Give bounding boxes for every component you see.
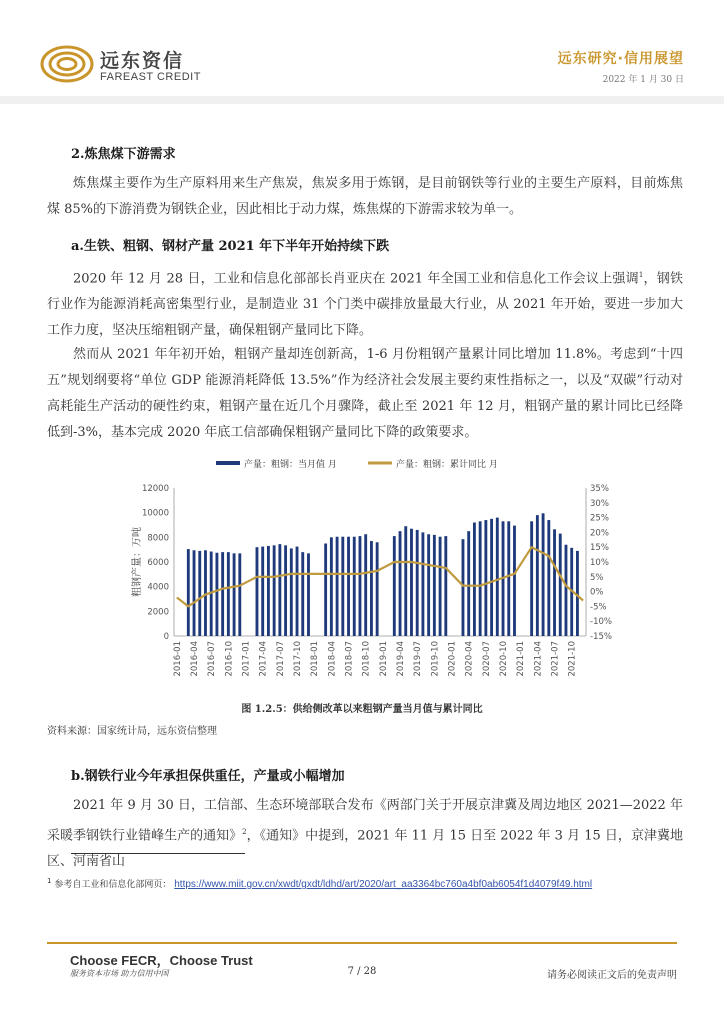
x-tick-label: 2019-10 xyxy=(430,641,441,677)
x-tick-label: 2021-07 xyxy=(550,641,561,677)
bar xyxy=(273,545,276,636)
y-tick-label: 6000 xyxy=(147,558,169,568)
x-tick-label: 2016-04 xyxy=(190,641,201,677)
footer-slogan: 服务资本市场 助力信用中国 xyxy=(70,969,169,978)
footnote-ref[interactable]: 1 xyxy=(638,271,644,279)
x-tick-label: 2016-10 xyxy=(224,641,235,677)
x-tick-label: 2017-07 xyxy=(275,641,286,677)
footer-divider xyxy=(47,942,677,944)
bar xyxy=(193,550,196,636)
bar xyxy=(513,526,516,636)
bar xyxy=(376,542,379,636)
bar xyxy=(399,531,402,636)
paragraph-text: 2020 年 12 月 28 日，工业和信息化部部长肖亚庆在 2021 年全国工业和信息化工作会议上强调 xyxy=(73,271,639,287)
y-tick-label: 4000 xyxy=(147,582,169,593)
footer-brand: Choose FECR，Choose Trust xyxy=(70,953,253,968)
bar xyxy=(341,537,344,636)
bar xyxy=(444,536,447,636)
bar xyxy=(484,520,487,636)
bar xyxy=(364,534,367,636)
body-paragraph xyxy=(47,793,683,875)
bar xyxy=(215,553,218,636)
x-tick-label: 2021-04 xyxy=(533,641,544,677)
x-tick-label: 2018-01 xyxy=(310,641,321,677)
bar xyxy=(267,546,270,636)
y2-tick-label: 0% xyxy=(590,587,604,598)
section-title: 2.炼焦煤下游需求 xyxy=(71,147,176,162)
bar xyxy=(467,531,470,636)
x-tick-label: 2019-01 xyxy=(378,641,389,677)
bar xyxy=(187,549,190,636)
bar xyxy=(256,547,259,636)
y2-tick-label: 5% xyxy=(590,572,604,583)
bar xyxy=(553,529,556,636)
bar xyxy=(290,548,293,636)
bar xyxy=(370,541,373,636)
bar xyxy=(296,547,299,636)
bar xyxy=(427,534,430,636)
legend-label: 产量：粗钢：累计同比 月 xyxy=(396,460,498,470)
legend-label: 产量：粗钢：当月值 月 xyxy=(244,460,337,470)
y2-tick-label: 35% xyxy=(590,484,609,494)
bar xyxy=(496,518,499,636)
bar xyxy=(261,547,264,636)
body-paragraph xyxy=(47,262,683,344)
paragraph-text: 2021 年 9 月 30 日，工信部、生态环境部联合发布《两部门关于开展京津冀及周边地区 2021—2022 年采暖季钢铁行业错峰生产的通知》 xyxy=(47,798,683,844)
figure-caption: 图 1.2.5：供给侧改革以来粗钢产量当月值与累计同比 xyxy=(241,704,483,715)
x-tick-label: 2020-07 xyxy=(481,641,492,677)
bar xyxy=(233,553,236,636)
bar xyxy=(301,552,304,636)
bar xyxy=(347,537,350,636)
bar xyxy=(416,530,419,636)
y2-tick-label: -10% xyxy=(590,617,612,628)
bar xyxy=(284,545,287,636)
footnote-link[interactable]: https://www.miit.gov.cn/xwdt/gxdt/ldhd/art/2020/art_aa3364bc760a4bf0ab6054f1d4079f49.html xyxy=(174,879,593,890)
footer-disclaimer: 请务必阅读正文后的免责声明 xyxy=(547,970,677,981)
x-tick-label: 2021-01 xyxy=(516,641,527,677)
x-tick-label: 2021-10 xyxy=(567,641,578,677)
bar xyxy=(238,553,241,636)
fareast-logo-icon xyxy=(40,44,94,84)
bar xyxy=(490,519,493,636)
footnote xyxy=(47,877,592,890)
bar xyxy=(462,539,465,636)
footnote-divider xyxy=(71,853,245,854)
bar xyxy=(565,545,568,636)
bar xyxy=(439,537,442,636)
y-tick-label: 8000 xyxy=(147,533,169,544)
x-tick-label: 2016-07 xyxy=(207,641,218,677)
bar xyxy=(530,521,533,636)
footnote-number: 1 xyxy=(47,877,52,885)
y2-tick-label: 25% xyxy=(590,513,609,524)
bar xyxy=(404,526,407,636)
bar xyxy=(278,544,281,636)
y2-tick-label: 20% xyxy=(590,528,609,539)
bar xyxy=(542,513,545,636)
x-tick-label: 2019-07 xyxy=(413,641,424,677)
paragraph-text: ，钢铁行业作为能源消耗高密集型行业，是制造业 31 个门类中碳排放量最大行业，从 2021 年开始，要进一步加大工作力度，坚决压缩粗钢产量，确保粗钢产量同比下降。 xyxy=(47,271,683,339)
header-divider xyxy=(0,96,724,104)
bar xyxy=(479,521,482,636)
legend-swatch-bar xyxy=(216,461,240,465)
y2-tick-label: -15% xyxy=(590,632,612,642)
footnote-ref[interactable]: 2 xyxy=(242,828,247,836)
bar xyxy=(536,515,539,636)
footnote-label: 参考自工业和信息化部网页： xyxy=(54,880,172,890)
x-tick-label: 2017-10 xyxy=(293,641,304,677)
bar xyxy=(336,537,339,636)
y-tick-label: 2000 xyxy=(147,607,169,618)
bar xyxy=(410,529,413,636)
x-tick-label: 2018-10 xyxy=(361,641,372,677)
y2-tick-label: 30% xyxy=(590,498,609,509)
report-date: 2022 年 1 月 30 日 xyxy=(602,75,684,85)
bar xyxy=(324,544,327,637)
x-tick-label: 2019-04 xyxy=(396,641,407,677)
steel-output-chart xyxy=(130,452,630,692)
bar xyxy=(307,553,310,636)
body-paragraph xyxy=(47,171,683,223)
x-tick-label: 2016-01 xyxy=(172,641,183,677)
company-name-en: FAREAST CREDIT xyxy=(100,71,201,83)
paragraph-text: 炼焦煤主要作为生产原料用来生产焦炭，焦炭多用于炼钢，是目前钢铁等行业的主要生产原料，目前炼焦煤 85%的下游消费为钢铁企业，因此相比于动力煤，炼焦煤的下游需求较为单一。 xyxy=(47,176,683,217)
bar xyxy=(221,552,224,636)
y-tick-label: 10000 xyxy=(141,508,169,519)
paragraph-text: ，《通知》中提到，2021 年 11 月 15 日至 2022 年 3 月 15 日，京津冀地区、河南省山 xyxy=(47,828,683,870)
cumulative-yoy-line xyxy=(177,547,583,606)
company-name-cn: 远东资信 xyxy=(100,50,185,72)
y2-tick-label: -5% xyxy=(590,602,607,613)
bar xyxy=(433,535,436,636)
x-tick-label: 2018-04 xyxy=(327,641,338,677)
bar xyxy=(421,532,424,636)
y-tick-label: 12000 xyxy=(141,484,169,494)
y2-tick-label: 10% xyxy=(590,558,609,568)
y-axis-label: 粗钢产量：万吨 xyxy=(132,527,143,597)
bar xyxy=(507,521,510,636)
figure-source: 资料来源：国家统计局，远东资信整理 xyxy=(47,726,217,737)
x-tick-label: 2017-04 xyxy=(258,641,269,677)
bar xyxy=(547,520,550,636)
bar xyxy=(473,523,476,636)
report-series: 远东研究·信用展望 xyxy=(557,51,684,67)
bar xyxy=(559,534,562,636)
x-tick-label: 2020-01 xyxy=(447,641,458,677)
y2-tick-label: 15% xyxy=(590,543,609,554)
bar xyxy=(359,536,362,636)
bar xyxy=(393,536,396,636)
x-tick-label: 2020-10 xyxy=(499,641,510,677)
bar xyxy=(353,537,356,636)
bar xyxy=(330,537,333,636)
x-tick-label: 2018-07 xyxy=(344,641,355,677)
x-tick-label: 2020-04 xyxy=(464,641,475,677)
subsection-title: b.钢铁行业今年承担保供重任，产量或小幅增加 xyxy=(71,769,345,784)
x-tick-label: 2017-01 xyxy=(241,641,252,677)
page-number: 7 / 28 xyxy=(347,966,377,977)
bar xyxy=(198,551,201,636)
body-paragraph xyxy=(47,342,683,446)
y-tick-label: 0 xyxy=(163,632,169,642)
paragraph-text: 然而从 2021 年年初开始，粗钢产量却连创新高，1-6 月份粗钢产量累计同比增加 11.8%。考虑到“十四五”规划纲要将“单位 GDP 能源消耗降低 13.5%”作为经济社会发展主要约束性指标之一，以及“双碳”行动对高耗能生产活动的硬性约束，粗钢产量在近几个月骤降，截止至 2021 年 12 月，粗钢产量的累计同比已经降低到-3%，基本完成 2020 年底工信部确保粗钢产量同比下降的政策要求。 xyxy=(47,347,683,440)
subsection-title: a.生铁、粗钢、钢材产量 2021 年下半年开始持续下跌 xyxy=(71,239,390,254)
bar xyxy=(227,552,230,636)
